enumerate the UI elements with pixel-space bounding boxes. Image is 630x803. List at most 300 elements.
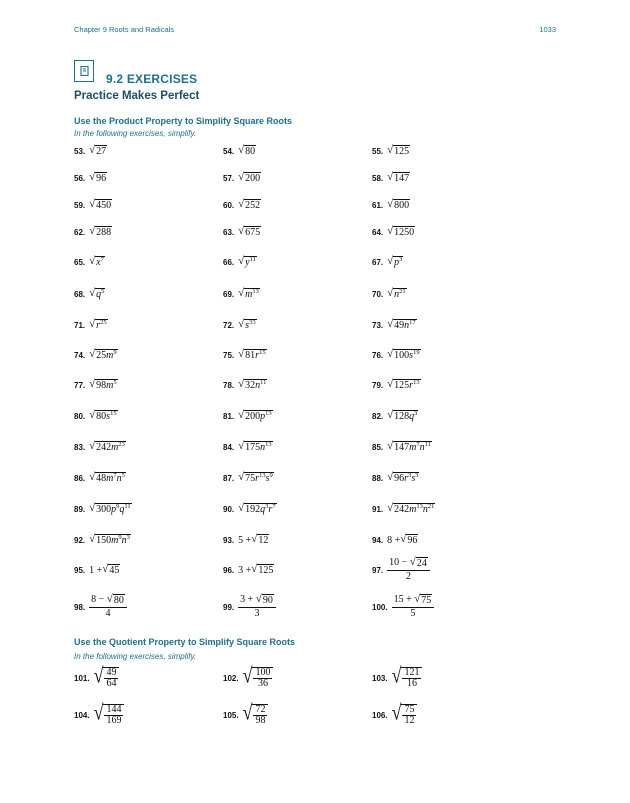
- variable: q: [96, 289, 102, 300]
- exercise-106: [372, 700, 417, 726]
- square-root: [387, 256, 403, 268]
- exponent: 11: [124, 503, 131, 510]
- exercise-number: 89.: [74, 504, 86, 514]
- radicand: [95, 379, 117, 391]
- exercise-60: [223, 194, 261, 216]
- exercise-number: 93.: [223, 535, 235, 545]
- square-root: [387, 379, 420, 391]
- exponent: 23: [118, 441, 125, 448]
- exercise-74: [74, 344, 118, 366]
- coefficient: 125: [394, 380, 410, 391]
- exercise-77: [74, 374, 118, 396]
- exercise-number: 62.: [74, 227, 86, 237]
- radical-sign: √: [400, 533, 407, 545]
- exponent: 7: [100, 256, 104, 263]
- denominator: 5: [410, 608, 416, 620]
- radicand: [95, 288, 105, 300]
- radicand: [95, 503, 132, 515]
- radicand-value: 80: [113, 595, 124, 607]
- variable: p: [111, 504, 117, 515]
- radical-sign: √: [238, 471, 245, 483]
- exponent: 13: [416, 503, 423, 510]
- radicand: [252, 704, 268, 727]
- square-root: [387, 410, 418, 422]
- radicand-value: 288: [96, 227, 112, 238]
- exponent: 19: [413, 349, 420, 356]
- radical-sign: √: [89, 378, 96, 390]
- denominator: 12: [404, 715, 415, 726]
- exponent: 11: [249, 256, 256, 263]
- running-header: Chapter 9 Roots and Radicals: [74, 25, 175, 34]
- variable: m: [106, 350, 114, 361]
- exercise-90: [223, 498, 277, 520]
- denominator: 3: [254, 608, 260, 620]
- exponent: 13: [265, 410, 272, 417]
- exercise-95: [74, 559, 120, 581]
- coefficient: 242: [96, 442, 112, 453]
- coefficient: 200: [245, 411, 261, 422]
- fraction: [392, 594, 435, 620]
- square-root: [238, 472, 274, 484]
- radicand: [262, 594, 274, 606]
- variable: x: [96, 257, 101, 268]
- variable: r: [96, 320, 101, 331]
- denominator: 98: [255, 715, 266, 726]
- radical-sign: √: [391, 663, 402, 687]
- coefficient: 25: [96, 350, 107, 361]
- exercise-number: 81.: [223, 411, 235, 421]
- exercise-number: 90.: [223, 504, 235, 514]
- radical-sign: √: [89, 471, 96, 483]
- square-root: [89, 410, 117, 422]
- exercise-66: [223, 251, 257, 273]
- variable: r: [404, 473, 409, 484]
- exercise-number: 75.: [223, 350, 235, 360]
- square-root: [89, 349, 118, 361]
- square-root: [89, 472, 126, 484]
- radical-sign: √: [89, 348, 96, 360]
- square-root: [256, 594, 274, 606]
- radicand-value: 450: [96, 200, 112, 211]
- radical-sign: √: [89, 225, 96, 237]
- exercise-73: [372, 314, 417, 336]
- variable: n: [260, 442, 266, 453]
- radical-sign: √: [89, 318, 96, 330]
- exercise-number: 85.: [372, 442, 384, 452]
- radical-sign: √: [387, 409, 394, 421]
- square-root: [89, 256, 105, 268]
- radical-sign: √: [238, 287, 245, 299]
- radicand: [95, 534, 131, 546]
- numerator-term: 8 −: [91, 594, 107, 606]
- radicand: [257, 534, 269, 546]
- fraction: [387, 557, 430, 583]
- radicand: [95, 256, 105, 268]
- radicand: [393, 288, 407, 300]
- exponent: 3: [265, 503, 269, 510]
- coefficient: 147: [394, 442, 410, 453]
- numerator: [392, 594, 435, 608]
- variable: r: [255, 350, 260, 361]
- exponent: 9: [116, 503, 120, 510]
- coefficient: 49: [394, 320, 405, 331]
- radicand: [393, 349, 420, 361]
- exponent: 11: [260, 379, 267, 386]
- exercise-number: 98.: [74, 602, 86, 612]
- exercise-92: [74, 529, 131, 551]
- exercise-96: [223, 559, 274, 581]
- radical-sign: √: [89, 533, 96, 545]
- square-root: [89, 534, 131, 546]
- exercise-number: 73.: [372, 320, 384, 330]
- exponent: 21: [399, 288, 406, 295]
- variable: m: [106, 473, 114, 484]
- square-root: [102, 564, 120, 576]
- exercise-number: 102.: [223, 673, 239, 683]
- fraction: [238, 594, 276, 620]
- radicand-value: 96: [407, 535, 418, 546]
- variable: s: [265, 473, 270, 484]
- square-root: [387, 226, 415, 238]
- denominator: 64: [106, 678, 117, 689]
- exercise-100: [372, 593, 434, 620]
- exercise-103: [372, 663, 422, 689]
- variable: n: [419, 442, 425, 453]
- radicand: [393, 256, 403, 268]
- exercise-number: 83.: [74, 442, 86, 452]
- square-root: [238, 410, 273, 422]
- exponent: 13: [259, 472, 266, 479]
- radical-sign: √: [106, 593, 113, 606]
- radical-sign: √: [89, 440, 96, 452]
- variable: s: [245, 320, 250, 331]
- exercise-number: 80.: [74, 411, 86, 421]
- exercise-number: 65.: [74, 257, 86, 267]
- radical-sign: √: [387, 255, 394, 267]
- exercise-number: 95.: [74, 565, 86, 575]
- square-root: [387, 349, 420, 361]
- radicand: [244, 288, 260, 300]
- square-root: [410, 557, 428, 569]
- square-root: [387, 319, 417, 331]
- numerator: [89, 594, 127, 608]
- radical-sign: √: [238, 318, 245, 330]
- square-root: [89, 145, 107, 157]
- exercise-number: 103.: [372, 673, 388, 683]
- square-root: [89, 441, 126, 453]
- exercise-number: 53.: [74, 146, 86, 156]
- exercise-number: 79.: [372, 380, 384, 390]
- exponent: 13: [413, 379, 420, 386]
- variable: n: [394, 289, 400, 300]
- radical-sign: √: [414, 593, 421, 606]
- exercise-94: [372, 529, 418, 551]
- radicand: [244, 319, 256, 331]
- exercises-icon: [74, 60, 94, 82]
- radical-sign: √: [238, 502, 245, 514]
- variable: p: [260, 411, 266, 422]
- radical-sign: √: [89, 409, 96, 421]
- radical-sign: √: [387, 287, 394, 299]
- numerator: 72: [255, 703, 266, 715]
- radical-sign: √: [391, 700, 402, 724]
- square-root: [387, 441, 432, 453]
- exercise-number: 77.: [74, 380, 86, 390]
- radicand: [244, 256, 257, 268]
- exponent: 17: [409, 319, 416, 326]
- radicand: [252, 667, 273, 690]
- radical-sign: √: [387, 348, 394, 360]
- variable: m: [111, 535, 119, 546]
- radicand: [393, 172, 410, 184]
- variable: q: [260, 504, 266, 515]
- radicand: [393, 319, 417, 331]
- square-root: [238, 145, 256, 157]
- radicand-value: 90: [262, 595, 273, 607]
- numerator: 121: [404, 666, 420, 678]
- radicand: [244, 199, 261, 211]
- radical-sign: √: [238, 440, 245, 452]
- square-root-of-fraction: [242, 700, 269, 727]
- exponent: 3: [399, 256, 403, 263]
- exercise-number: 67.: [372, 257, 384, 267]
- variable: n: [422, 504, 428, 515]
- exercise-71: [74, 314, 108, 336]
- exercise-89: [74, 498, 132, 520]
- square-root: [89, 226, 112, 238]
- radicand: [393, 441, 432, 453]
- exercise-69: [223, 283, 260, 305]
- radicand-value: 125: [394, 146, 410, 157]
- square-root: [89, 503, 132, 515]
- exercise-number: 105.: [223, 710, 239, 720]
- exercise-53: [74, 140, 107, 162]
- square-root: [238, 441, 273, 453]
- radical-sign: √: [387, 471, 394, 483]
- coefficient: 175: [245, 442, 261, 453]
- variable: r: [268, 504, 273, 515]
- radicand-value: 75: [421, 595, 432, 607]
- exponent: 7: [272, 503, 276, 510]
- exercise-104: [74, 700, 124, 726]
- radical-sign: √: [387, 318, 394, 330]
- exponent: 33: [249, 319, 256, 326]
- radicand: [420, 594, 432, 606]
- exercise-number: 72.: [223, 320, 235, 330]
- exercise-65: [74, 251, 105, 273]
- radical-sign: √: [238, 198, 245, 210]
- exponent: 15: [110, 410, 117, 417]
- variable: m: [106, 380, 114, 391]
- coefficient: 75: [245, 473, 256, 484]
- square-root: [238, 503, 276, 515]
- exercise-62: [74, 221, 112, 243]
- variable: n: [404, 320, 410, 331]
- exercise-56: [74, 167, 107, 189]
- square-root-of-fraction: [391, 663, 423, 690]
- exercise-87: [223, 467, 274, 489]
- exercise-82: [372, 405, 418, 427]
- exercise-number: 97.: [372, 565, 384, 575]
- radical-sign: √: [238, 348, 245, 360]
- exercise-number: 86.: [74, 473, 86, 483]
- variable: p: [394, 257, 400, 268]
- radicand-value: 200: [245, 173, 261, 184]
- exponent: 3: [414, 410, 418, 417]
- square-root: [387, 472, 419, 484]
- numerator: 75: [404, 703, 415, 715]
- exponent: 3: [126, 534, 130, 541]
- leading-term: 1 +: [89, 564, 103, 576]
- variable: n: [121, 535, 127, 546]
- exercise-54: [223, 140, 256, 162]
- numerator: 100: [255, 666, 271, 678]
- square-root: [89, 288, 105, 300]
- radicand: [393, 199, 410, 211]
- radicand: [244, 145, 256, 157]
- exercise-number: 63.: [223, 227, 235, 237]
- exercise-67: [372, 251, 403, 273]
- exercise-72: [223, 314, 257, 336]
- exercise-93: [223, 529, 269, 551]
- radicand: [244, 441, 273, 453]
- radical-sign: √: [387, 198, 394, 210]
- exponent: 13: [265, 441, 272, 448]
- square-root: [414, 594, 432, 606]
- coefficient: 100: [394, 350, 410, 361]
- exercise-number: 70.: [372, 289, 384, 299]
- denominator: 16: [406, 678, 417, 689]
- exercise-83: [74, 436, 126, 458]
- leading-term: 8 +: [387, 534, 401, 546]
- exercise-81: [223, 405, 273, 427]
- radicand: [401, 704, 417, 727]
- radicand-value: 252: [245, 200, 261, 211]
- variable: y: [245, 257, 250, 268]
- exercise-59: [74, 194, 112, 216]
- radical-sign: √: [251, 563, 258, 575]
- radicand: [393, 145, 410, 157]
- numerator: [238, 594, 276, 608]
- radicand: [95, 172, 107, 184]
- exercise-86: [74, 467, 126, 489]
- exponent: 9: [118, 534, 122, 541]
- numerator-term: 3 +: [240, 594, 256, 606]
- exercise-98: [74, 593, 127, 620]
- radicand: [244, 379, 267, 391]
- exercise-61: [372, 194, 410, 216]
- denominator: 36: [257, 678, 268, 689]
- radical-sign: √: [89, 502, 96, 514]
- exercise-68: [74, 283, 105, 305]
- exercise-number: 68.: [74, 289, 86, 299]
- exercise-number: 76.: [372, 350, 384, 360]
- numerator: 49: [106, 666, 117, 678]
- exponent: 5: [101, 288, 105, 295]
- radicand: [95, 145, 107, 157]
- exercise-57: [223, 167, 261, 189]
- exercise-number: 106.: [372, 710, 388, 720]
- radicand: [95, 441, 126, 453]
- square-root: [387, 288, 407, 300]
- square-root: [387, 199, 410, 211]
- square-root: [238, 349, 266, 361]
- radicand: [244, 226, 261, 238]
- radical-sign: √: [238, 378, 245, 390]
- radicand-value: 125: [258, 565, 274, 576]
- quotient-property-instruction: In the following exercises, simplify.: [74, 652, 197, 661]
- square-root-of-fraction: [242, 663, 274, 690]
- coefficient: 98: [96, 380, 107, 391]
- radicand-value: 96: [96, 173, 107, 184]
- exercise-84: [223, 436, 273, 458]
- radical-sign: √: [242, 663, 253, 687]
- coefficient: 81: [245, 350, 256, 361]
- square-root: [251, 564, 274, 576]
- variable: m: [111, 442, 119, 453]
- section-subtitle: Practice Makes Perfect: [74, 90, 200, 102]
- exercise-79: [372, 374, 421, 396]
- leading-term: 3 +: [238, 564, 252, 576]
- radicand-value: 147: [394, 173, 410, 184]
- radical-sign: √: [409, 556, 416, 569]
- exponent: 5: [121, 472, 125, 479]
- denominator: 4: [105, 608, 111, 620]
- exercise-number: 84.: [223, 442, 235, 452]
- radical-sign: √: [102, 563, 109, 575]
- square-root: [238, 172, 261, 184]
- radicand: [244, 503, 276, 515]
- exponent: 21: [427, 503, 435, 510]
- exercise-number: 57.: [223, 173, 235, 183]
- exercise-64: [372, 221, 415, 243]
- radicand-value: 1250: [394, 227, 415, 238]
- section-title: 9.2 EXERCISES: [106, 72, 198, 86]
- radicand: [103, 704, 124, 727]
- exponent: 7: [113, 472, 117, 479]
- exercise-number: 104.: [74, 710, 90, 720]
- exercise-number: 96.: [223, 565, 235, 575]
- exercise-97: [372, 556, 430, 583]
- exercise-105: [223, 700, 268, 726]
- square-root: [89, 199, 112, 211]
- radicand: [95, 472, 126, 484]
- exercise-78: [223, 374, 267, 396]
- radicand-value: 12: [258, 535, 269, 546]
- numerator: 144: [106, 703, 122, 715]
- square-root: [387, 503, 435, 515]
- exercise-number: 91.: [372, 504, 384, 514]
- exercise-number: 78.: [223, 380, 235, 390]
- radical-sign: √: [93, 663, 104, 687]
- variable: s: [411, 473, 416, 484]
- coefficient: 242: [394, 504, 410, 515]
- exercise-102: [223, 663, 273, 689]
- square-root: [89, 319, 107, 331]
- exponent: 15: [259, 349, 266, 356]
- square-root: [238, 319, 256, 331]
- radicand-value: 27: [96, 146, 107, 157]
- fraction: [89, 594, 127, 620]
- radical-sign: √: [89, 255, 96, 267]
- coefficient: 32: [245, 380, 256, 391]
- radicand: [406, 534, 418, 546]
- radicand-value: 675: [245, 227, 261, 238]
- variable: s: [106, 411, 111, 422]
- coefficient: 192: [245, 504, 261, 515]
- square-root: [89, 172, 107, 184]
- square-root-of-fraction: [93, 663, 120, 690]
